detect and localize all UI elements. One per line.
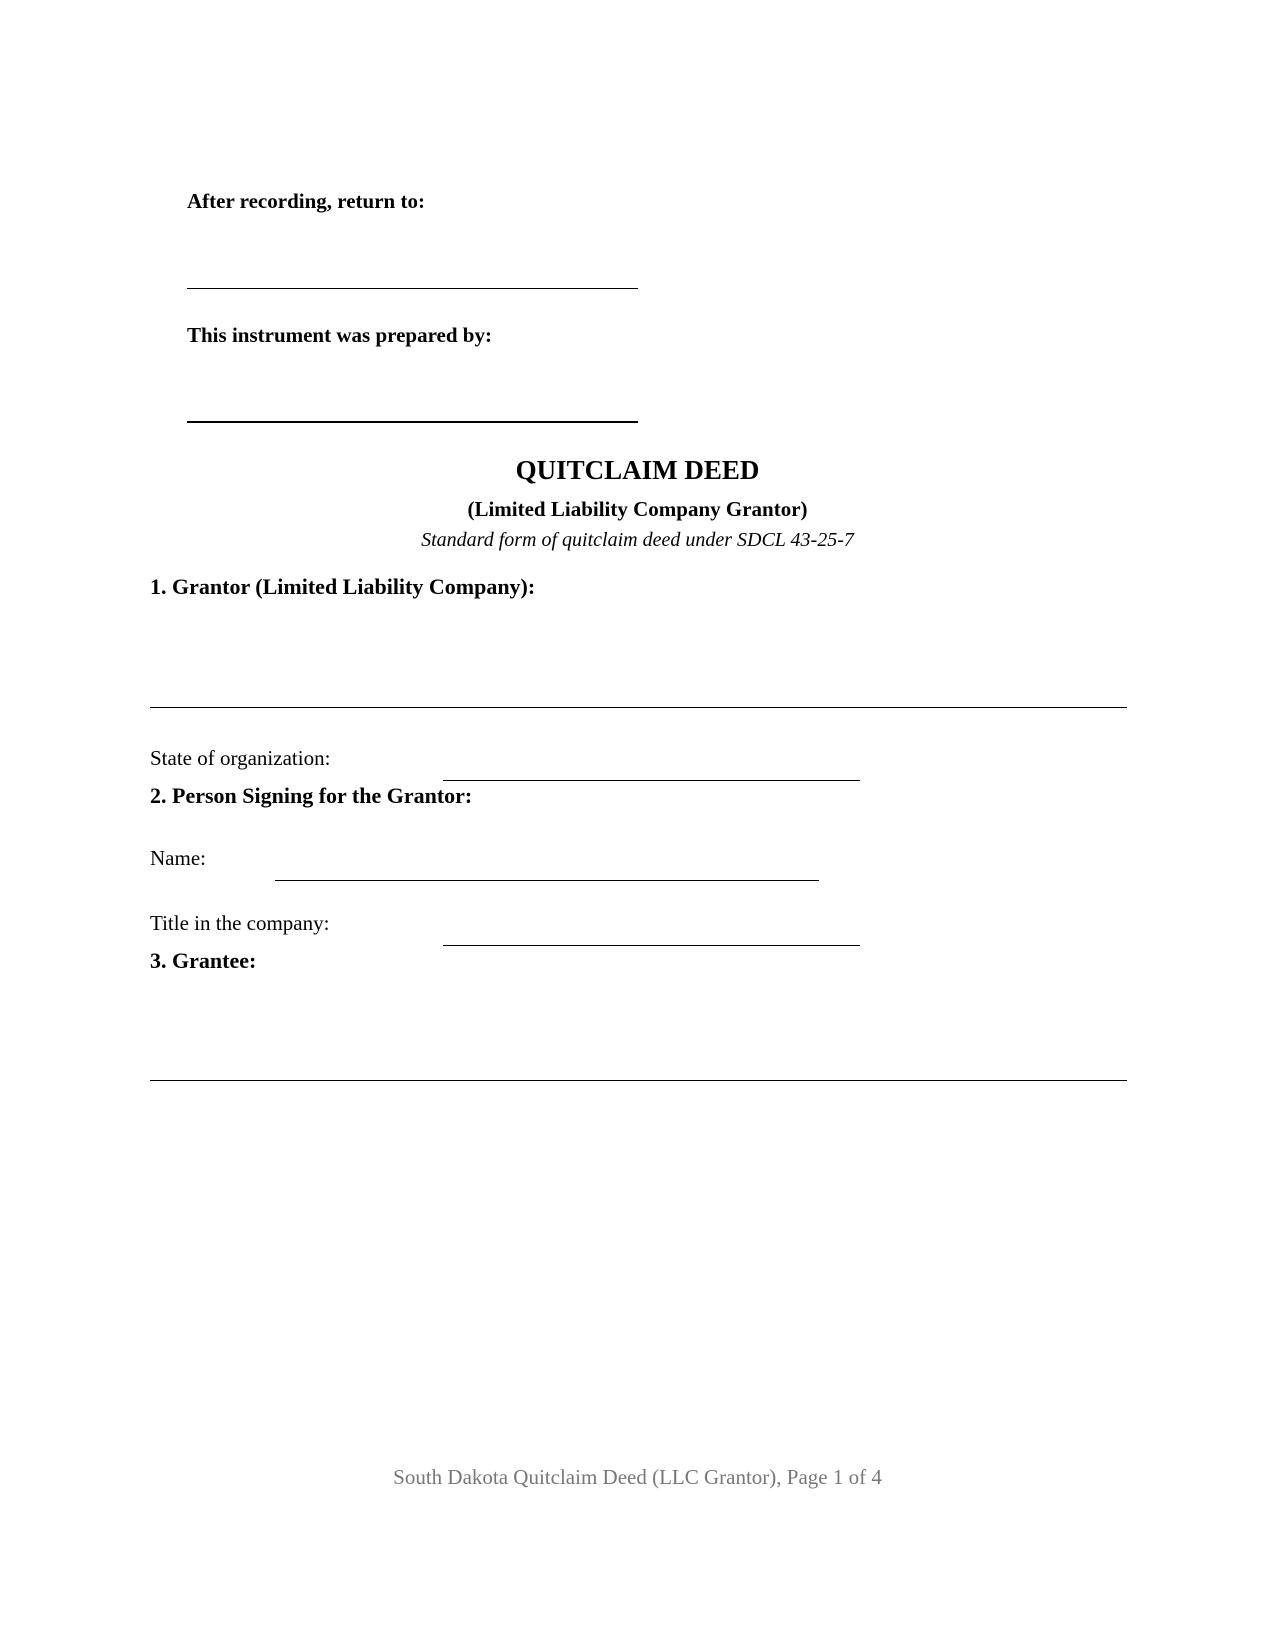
grantee-line[interactable] (150, 1080, 1127, 1081)
return-to-line[interactable] (187, 288, 638, 289)
page-footer: South Dakota Quitclaim Deed (LLC Grantor), Page 1 of 4 (393, 1465, 882, 1489)
title-in-company-label: Title in the company: (150, 911, 330, 935)
title-in-company-line[interactable] (443, 945, 860, 946)
prepared-by-line[interactable] (187, 421, 638, 423)
name-line[interactable] (275, 880, 819, 881)
signer-heading: 2. Person Signing for the Grantor: (150, 783, 473, 808)
document-title: QUITCLAIM DEED (515, 455, 760, 485)
grantee-heading: 3. Grantee: (150, 948, 257, 973)
statute-note: Standard form of quitclaim deed under SDCL 43-25-7 (421, 529, 854, 551)
return-to-label: After recording, return to: (187, 189, 425, 213)
state-of-organization-line[interactable] (443, 780, 860, 781)
prepared-by-label: This instrument was prepared by: (187, 323, 492, 347)
grantor-heading: 1. Grantor (Limited Liability Company): (150, 574, 536, 599)
name-label: Name: (150, 846, 206, 870)
grantor-line[interactable] (150, 707, 1127, 708)
document-subtitle: (Limited Liability Company Grantor) (467, 497, 808, 521)
state-of-organization-label: State of organization: (150, 746, 331, 770)
